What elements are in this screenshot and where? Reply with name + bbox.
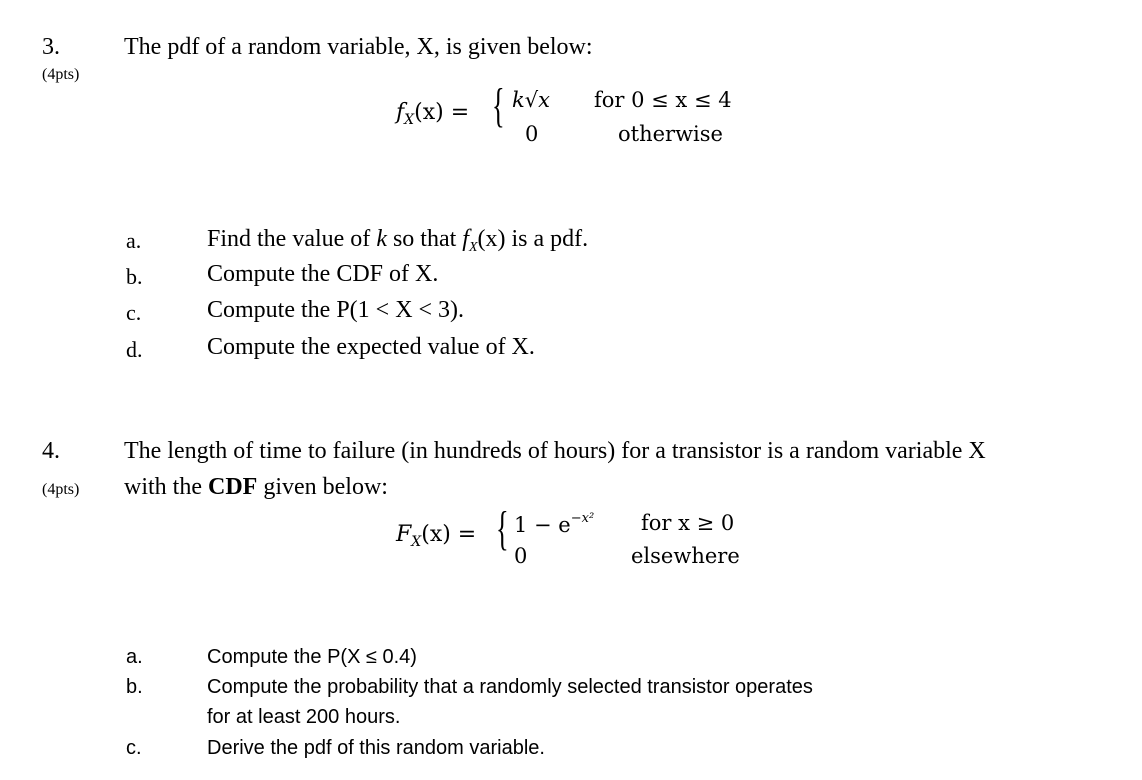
question-statement-line2: with the CDF given below:	[124, 474, 388, 500]
case2-condition: elsewhere	[631, 544, 740, 568]
item-letter: d.	[126, 337, 143, 362]
case2-value: 0	[525, 122, 539, 146]
case1-value: k√x	[512, 88, 550, 112]
item-text: Compute the P(X ≤ 0.4)	[207, 646, 417, 668]
case1-condition: for 0 ≤ x ≤ 4	[594, 88, 732, 112]
question-number: 3.	[42, 34, 60, 60]
item-text: Find the value of k so that $f_X(x)$ is a pdf.	[207, 226, 589, 255]
item-text: Derive the pdf of this random variable.	[207, 737, 545, 759]
item-letter: a.	[126, 228, 142, 253]
formula-lhs: $F_X(x)$ =	[396, 522, 477, 550]
item-text-line2: for at least 200 hours.	[207, 706, 401, 728]
formula-lhs: $f_X(x)$ =	[396, 100, 470, 128]
question-statement: The pdf of a random variable, X, is given below:	[124, 34, 593, 60]
item-text-line1: Compute the probability that a randomly selected transistor operates	[207, 676, 813, 698]
case2-condition: otherwise	[618, 122, 723, 146]
item-letter: c.	[126, 737, 142, 759]
left-brace: {	[496, 502, 509, 555]
item-letter: b.	[126, 264, 143, 289]
question-points: (4pts)	[42, 481, 80, 498]
question-number: 4.	[42, 438, 60, 464]
item-letter: b.	[126, 676, 143, 698]
question-statement-line1: The length of time to failure (in hundreds of hours) for a transistor is a random variable X	[124, 438, 986, 464]
item-text: Compute the P(1 < X < 3).	[207, 297, 465, 323]
left-brace: {	[492, 79, 505, 132]
case2-value: 0	[514, 544, 528, 568]
item-letter: c.	[126, 300, 142, 325]
item-letter: a.	[126, 646, 143, 668]
item-text: Compute the expected value of X.	[207, 334, 535, 360]
question-points: (4pts)	[42, 66, 80, 83]
case1-value: $1 - e^{-x^2}$	[514, 511, 595, 537]
item-text: Compute the CDF of X.	[207, 261, 439, 287]
case1-condition: for x ≥ 0	[641, 511, 735, 535]
